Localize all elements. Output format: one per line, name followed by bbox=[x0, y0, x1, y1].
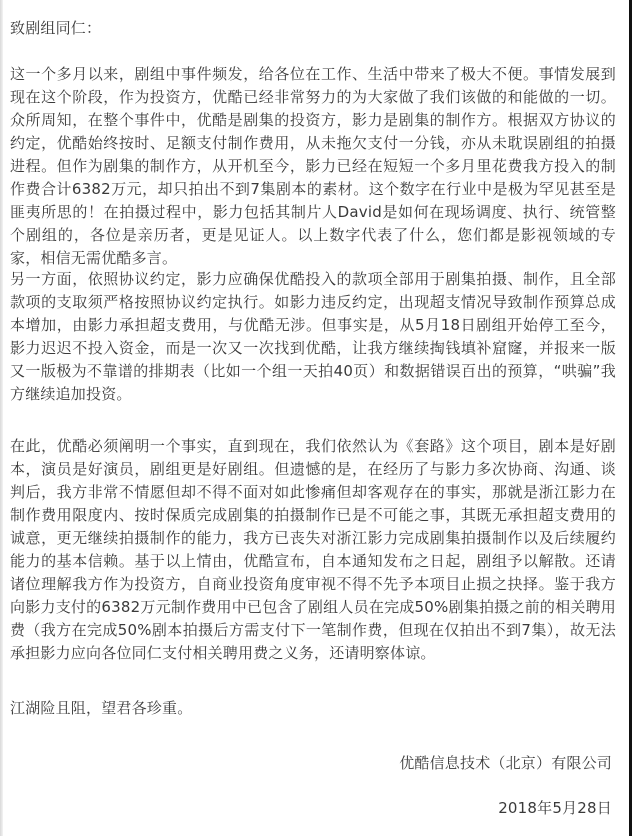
paragraph-2: 另一方面，依照协议约定，影力应确保优酷投入的款项全部用于剧集拍摄、制作，且全部款项的支取须严格按照协议约定执行。如影力违反约定，出现超支情况导致制作预算总成本增加，由影力承担超支费用，与优酷无涉。但事实是，从5月18日剧组开始停工至今，影力迟迟不投入资金，而是一次又一次找到优酷，让我方继续掏钱填补窟窿，并报来一版又一版极为不靠谱的排期表（比如一个组一天拍40页）和数据错误百出的预算，“哄骗”我方继续追加投资。 bbox=[10, 270, 616, 403]
left-border bbox=[0, 0, 3, 836]
signature-date: 2018年5月28日 bbox=[498, 799, 612, 817]
signature-company: 优酷信息技术（北京）有限公司 bbox=[399, 754, 612, 772]
closing-remark: 江湖险且阻，望君各珍重。 bbox=[10, 699, 193, 717]
paragraph-3: 在此，优酷必须阐明一个事实，直到现在，我们依然认为《套路》这个项目，剧本是好剧本，演员是好演员，剧组更是好剧组。但遗憾的是，在经历了与影力多次协商、沟通、谈判后，我方非常不情愿但却不得不面对如此惨痛但却客观存在的事实，那就是浙江影力在制作费用限度内、按时保质完成剧集的拍摄制作已是不可能之事，其既无承担超支费用的诚意，更无继续拍摄制作的能力，我方已丧失对浙江影力完成剧集拍摄制作以及后续履约能力的基本信赖。基于以上情由，优酷宣布，自本通知发布之日起，剧组予以解散。还请诸位理解我方作为投资方，自商业投资角度审视不得不先予本项目止损之抉择。鉴于我方向影力支付的6382万元制作费用中已包含了剧组人员在完成50%剧集拍摄之前的相关聘用费（我方在完成50%剧本拍摄后方需支付下一笔制作费，但现在仅拍出不到7集），故无法承担影力应向各位同仁支付相关聘用费之义务，还请明察体谅。 bbox=[10, 437, 616, 662]
paragraph-1: 这一个多月以来，剧组中事件频发，给各位在工作、生活中带来了极大不便。事情发展到现在这个阶段，作为投资方，优酷已经非常努力的为大家做了我们该做的和能做的一切。众所周知，在整个事件中，优酷是剧集的投资方，影力是剧集的制作方。根据双方协议的约定，优酷始终按时、足额支付制作费用，从未拖欠支付一分钱，亦从未耽误剧组的拍摄进程。但作为剧集的制作方，从开机至今，影力已经在短短一个多月里花费我方投入的制作费合计6382万元，却只拍出不到7集剧本的素材。这个数字在行业中是极为罕见甚至是匪夷所思的！在拍摄过程中，影力包括其制片人David是如何在现场调度、执行、统管整个剧组的，各位是亲历者，更是见证人。以上数字代表了什么，您们都是影视领域的专家，相信无需优酷多言。 bbox=[10, 65, 616, 267]
salutation: 致剧组同仁： bbox=[10, 19, 102, 37]
